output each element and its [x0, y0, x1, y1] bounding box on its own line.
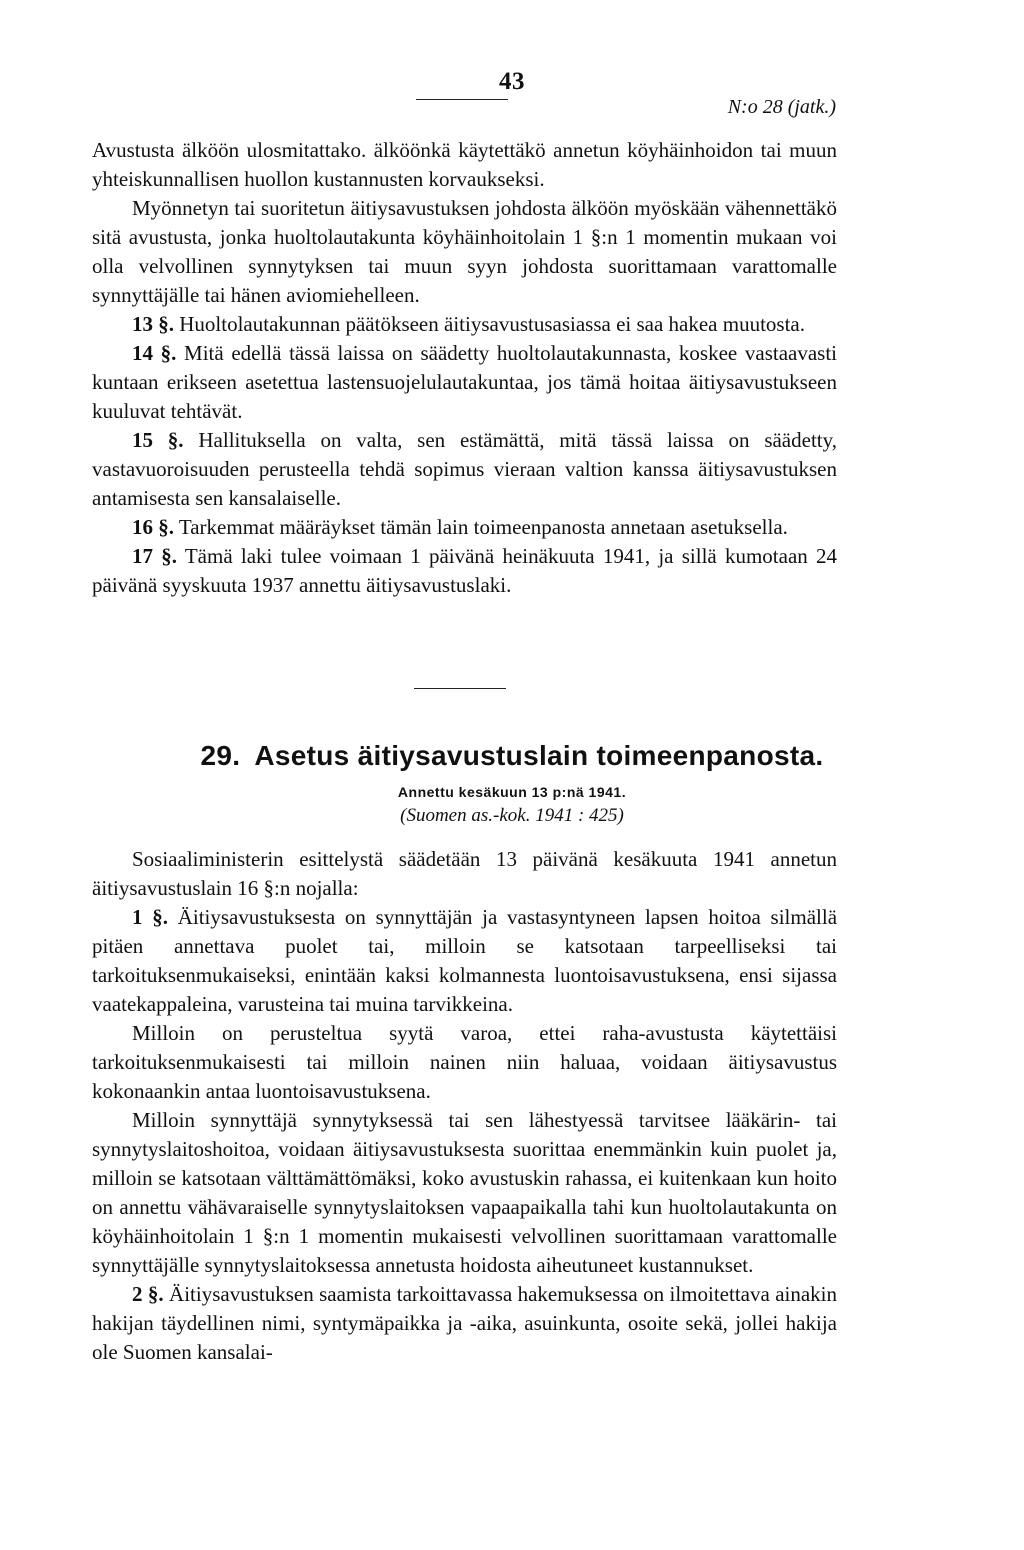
section-paragraph [92, 903, 837, 1019]
paragraph-text: Hallituksella on valta, sen estämättä, mitä tässä laissa on säädetty, vastavuoroisuuden perusteella tehdä sopimus vieraan valtion kanssa äitiysavustuksen antamisesta sen kansalaiselle. [92, 428, 838, 510]
paragraph [92, 845, 837, 903]
paragraph [92, 194, 837, 310]
paragraph [92, 136, 837, 194]
continuation-marker: N:o 28 (jatk.) [727, 96, 836, 118]
decree-heading [0, 740, 1024, 772]
paragraph [92, 1106, 837, 1280]
section-number: 2 §. [132, 1282, 164, 1306]
paragraph-text: Tarkemmat määräykset tämän lain toimeenpanosta annetaan asetuksella. [178, 515, 788, 539]
body-text-top [92, 136, 837, 600]
section-paragraph [92, 513, 837, 542]
section-number: 17 §. [132, 544, 177, 568]
paragraph-text: Äitiysavustuksesta on synnyttäjän ja vastasyntyneen lapsen hoitoa silmällä pitäen annettava puolet tai, milloin se katsotaan tarpeelliseksi tai tarkoituksenmukaiseksi, enintään kaksi kolmannesta luontoisavustuksena, ensi sijassa vaatekappaleina, varusteina tai muina tarvikkeina. [92, 905, 838, 1016]
paragraph-text: Avustusta älköön ulosmitattako. älköönkä käytettäkö annetun köyhäinhoidon tai muun yhteiskunnallisen huollon kustannusten korvaukseksi. [92, 138, 837, 191]
paragraph-text: Sosiaaliministerin esittelystä säädetään 13 päivänä kesäkuuta 1941 annetun äitiysavustuslain 16 §:n nojalla: [92, 847, 837, 900]
section-paragraph [92, 310, 837, 339]
decree-source: (Suomen as.-kok. 1941 : 425) [400, 805, 624, 826]
page-number: 43 [499, 68, 525, 95]
body-text-bottom [92, 845, 837, 1367]
decree-number: 29. [200, 740, 241, 771]
section-paragraph [92, 426, 837, 513]
paragraph-text: Milloin on perusteltua syytä varoa, ettei raha-avustusta käytettäisi tarkoituksenmukaisesti tai milloin nainen niin haluaa, voidaan äitiysavustus kokonaankin antaa luontoisavustuksena. [92, 1021, 837, 1103]
paragraph-text: Mitä edellä tässä laissa on säädetty huoltolautakunnasta, koskee vastaavasti kuntaan erikseen asetettua lastensuojelulautakuntaa, jos tämä hoitaa äitiysavustukseen kuuluvat tehtävät. [92, 341, 838, 423]
section-number: 14 §. [132, 341, 177, 365]
paragraph-text: Huoltolautakunnan päätökseen äitiysavustusasiassa ei saa hakea muutosta. [179, 312, 805, 336]
decree-date: Annettu kesäkuun 13 p:nä 1941. [397, 784, 627, 800]
section-paragraph [92, 1280, 837, 1367]
section-number: 16 §. [132, 515, 174, 539]
paragraph-text: Äitiysavustuksen saamista tarkoittavassa hakemuksessa on ilmoitettava ainakin hakijan täydellinen nimi, syntymäpaikka ja -aika, asuinkunta, osoite sekä, jollei hakija ole Suomen kansalai- [92, 1282, 838, 1364]
section-number: 15 §. [132, 428, 184, 452]
paragraph-text: Milloin synnyttäjä synnytyksessä tai sen lähestyessä tarvitsee lääkärin- tai synnytyslaitoshoitoa, voidaan äitiysavustuksesta suorittaa enemmänkin kuin puolet ja, milloin se katsotaan välttämättömäksi, koko avustuskin rahassa, ei kuitenkaan kun hoito on annettu vähävaraiselle synnytyslaitoksen vapaapaikalla tahi kun huoltolautakunta on köyhäinhoitolain 1 §:n 1 momentin mukaisesti velvollinen suorittamaan varattomalle synnyttäjälle synnytyslaitoksessa annetusta hoidosta aiheutuneet kustannukset. [92, 1108, 837, 1277]
section-paragraph [92, 339, 837, 426]
section-paragraph [92, 542, 837, 600]
paragraph-text: Tämä laki tulee voimaan 1 päivänä heinäkuuta 1941, ja sillä kumotaan 24 päivänä syyskuuta 1937 annettu äitiysavustuslaki. [92, 544, 838, 597]
paragraph-text: Myönnetyn tai suoritetun äitiysavustuksen johdosta älköön myöskään vähennettäkö sitä avustusta, jonka huoltolautakunta köyhäinhoitolain 1 §:n 1 momentin mukaan voi olla velvollinen synnytyksen tai muun syyn johdosta suorittamaan varattomalle synnyttäjälle tai hänen aviomiehelleen. [92, 196, 837, 307]
paragraph [92, 1019, 837, 1106]
section-number: 13 §. [132, 312, 174, 336]
section-number: 1 §. [132, 905, 168, 929]
page-number-rule [416, 99, 508, 100]
section-separator [414, 688, 506, 689]
decree-title: Asetus äitiysavustuslain toimeenpanosta. [254, 740, 824, 771]
